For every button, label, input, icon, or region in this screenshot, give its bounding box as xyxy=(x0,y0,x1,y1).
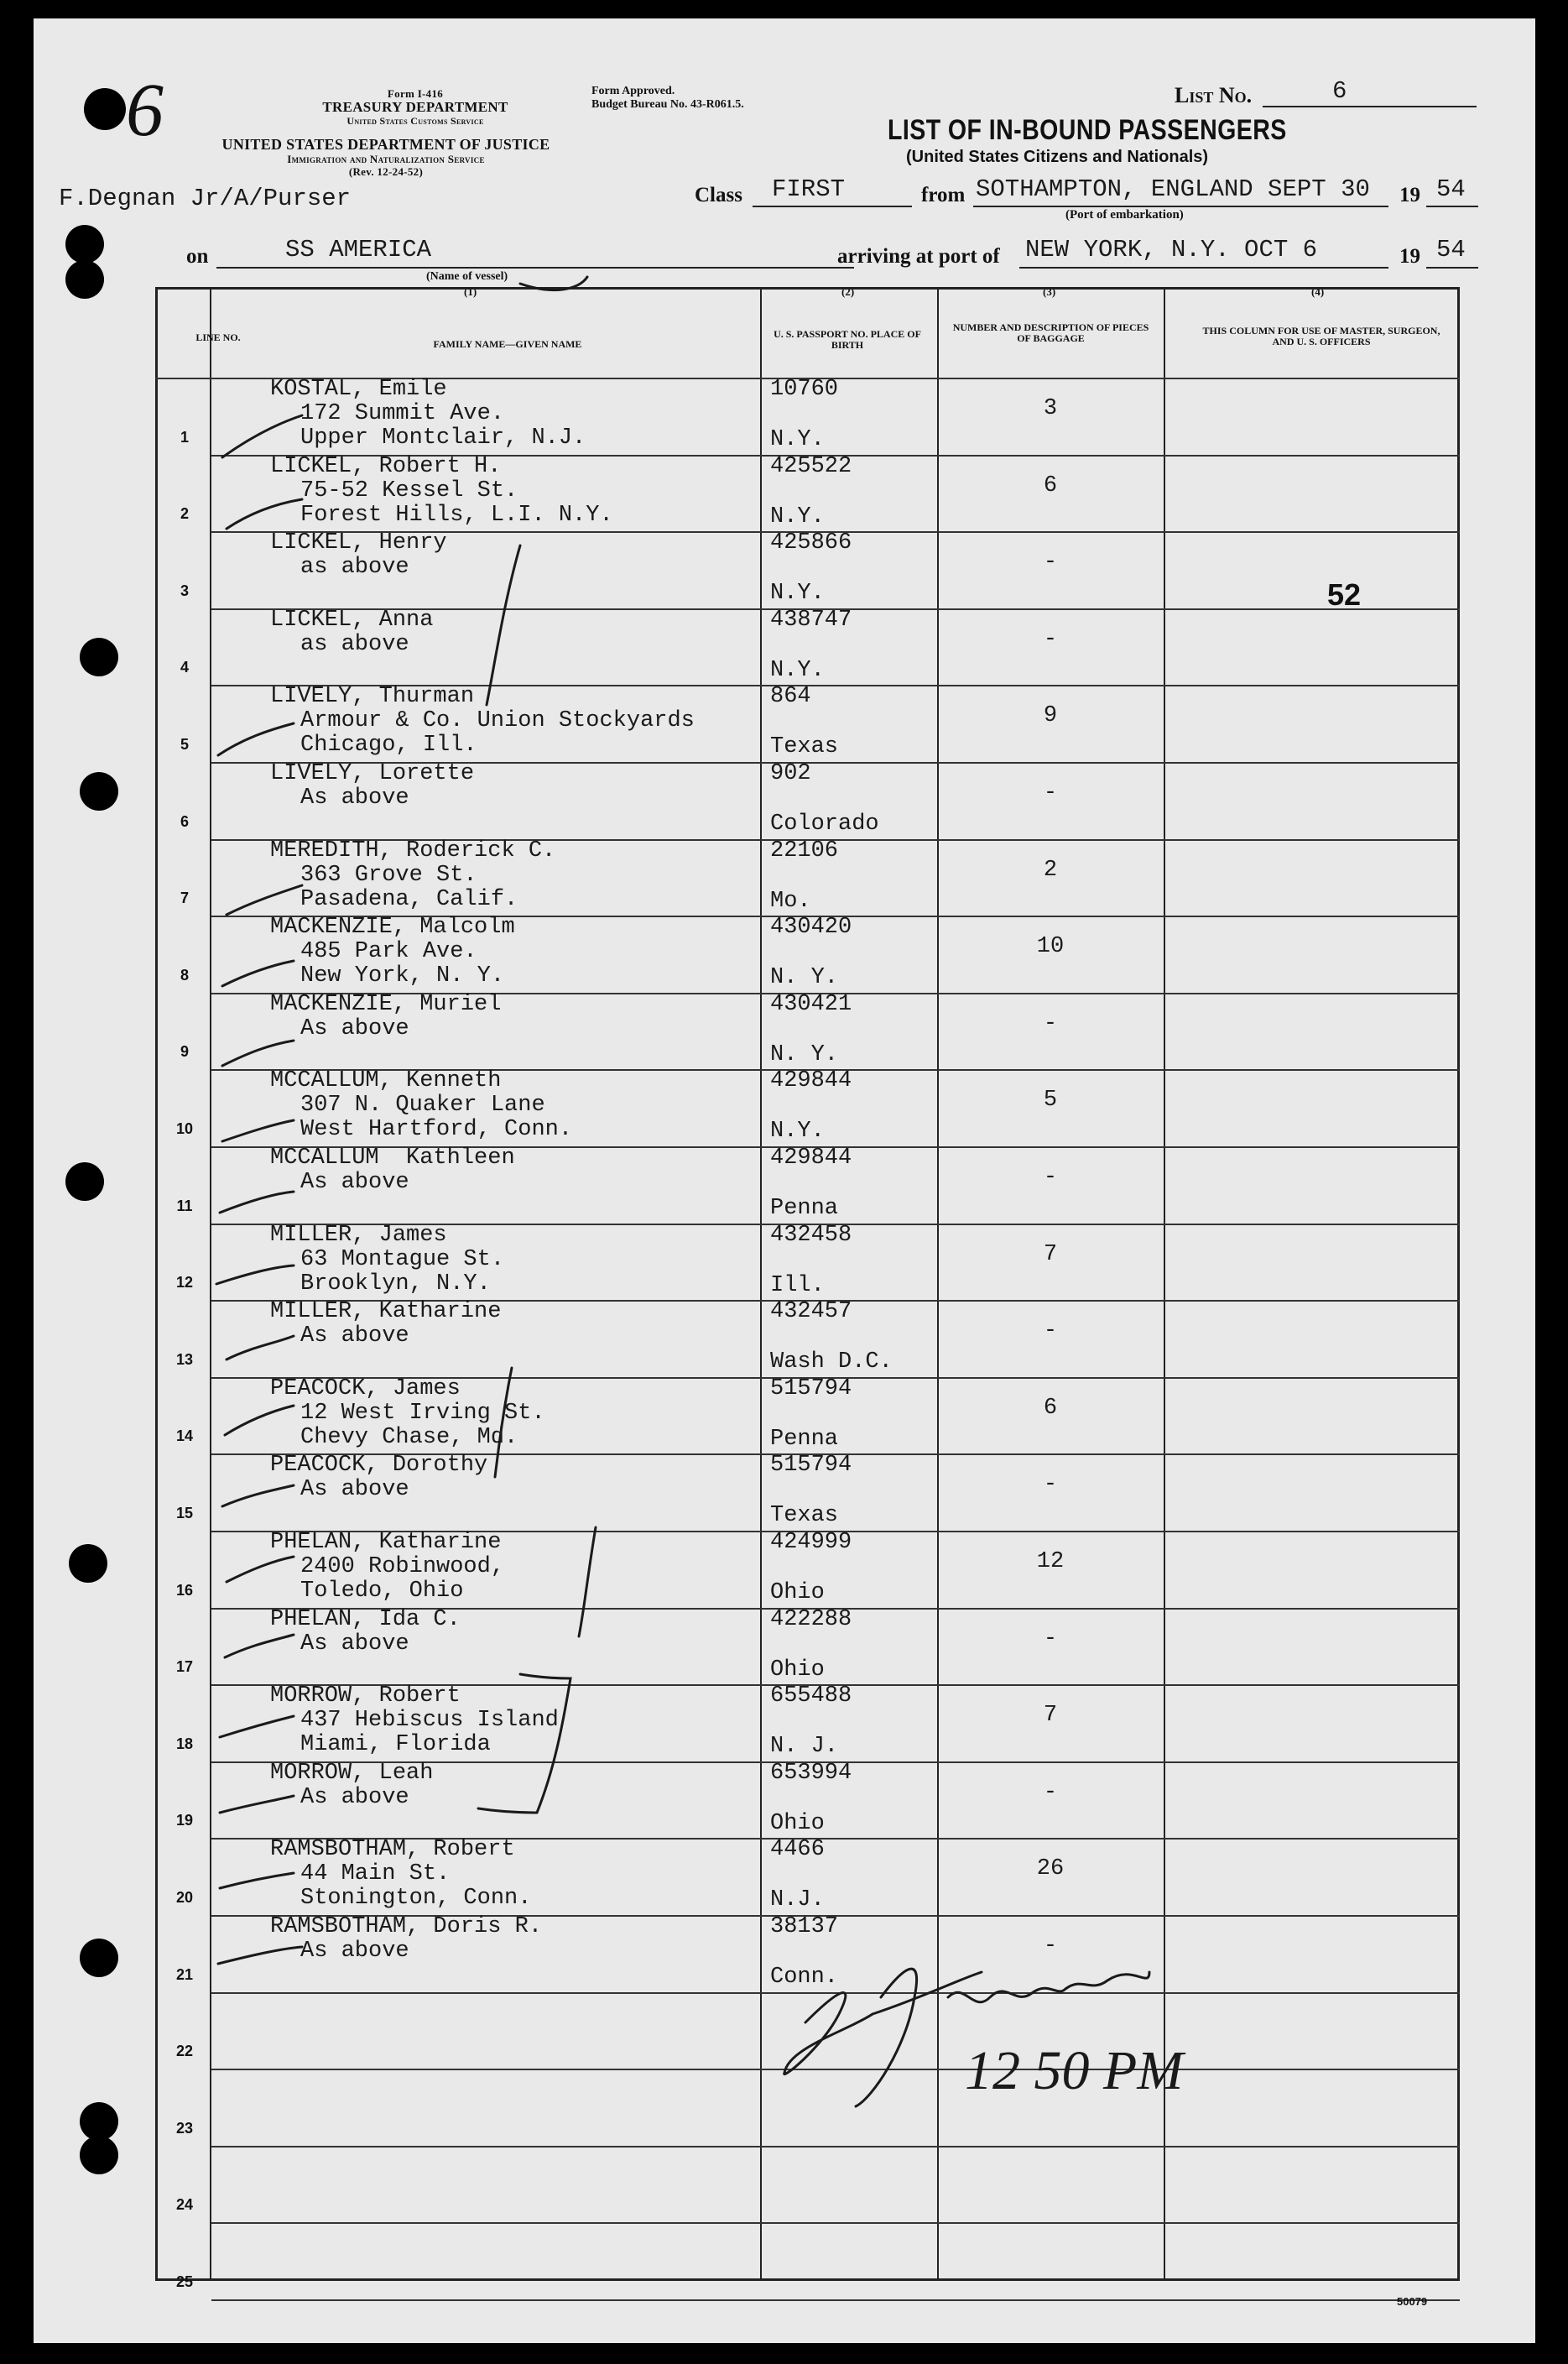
passenger-address-line2: Chicago, Ill. xyxy=(300,733,477,759)
place-of-birth: Texas xyxy=(770,734,839,760)
passenger-address-line1: 44 Main St. xyxy=(300,1861,451,1887)
line-number: 22 xyxy=(175,2043,194,2060)
arriving-year-prefix: 19 xyxy=(1399,245,1420,268)
passenger-address-line1: As above xyxy=(300,1323,409,1349)
passenger-name: MILLER, Katharine xyxy=(270,1299,502,1325)
passenger-address-line1: 12 West Irving St. xyxy=(300,1400,545,1426)
header-baggage: NUMBER AND DESCRIPTION OF PIECES OF BAGGAGE xyxy=(952,321,1149,344)
passport-number: 425522 xyxy=(770,453,852,479)
officer-note: 52 xyxy=(1327,577,1362,612)
passport-number: 10760 xyxy=(770,377,839,402)
place-of-birth: N.Y. xyxy=(770,427,825,452)
col-2-number: (2) xyxy=(841,285,855,298)
passenger-address-line1: 307 N. Quaker Lane xyxy=(300,1093,545,1119)
line-number: 2 xyxy=(180,505,189,523)
line-number: 10 xyxy=(175,1120,194,1137)
passenger-name: LICKEL, Henry xyxy=(270,530,447,556)
passenger-name: PEACOCK, Dorothy xyxy=(270,1453,488,1479)
passport-number: 425866 xyxy=(770,530,852,556)
place-of-birth: Conn. xyxy=(770,1965,839,1990)
form-justice: UNITED STATES DEPARTMENT OF JUSTICE xyxy=(221,136,550,153)
line-number: 1 xyxy=(180,428,189,446)
passenger-name: MORROW, Robert xyxy=(270,1683,461,1709)
from-year-prefix: 19 xyxy=(1399,184,1420,206)
baggage-count: 26 xyxy=(1036,1856,1065,1882)
place-of-birth: N.J. xyxy=(770,1887,825,1913)
passport-number: 430420 xyxy=(770,915,852,941)
line-number: 15 xyxy=(175,1505,194,1521)
list-no-value: 6 xyxy=(1332,77,1347,105)
baggage-count: - xyxy=(1043,1165,1058,1190)
place-of-birth: Colorado xyxy=(770,811,879,837)
baggage-count: 3 xyxy=(1043,396,1058,421)
passenger-address-line1: As above xyxy=(300,1477,409,1503)
passenger-name: PEACOCK, James xyxy=(270,1375,461,1401)
passport-number: 902 xyxy=(770,761,811,786)
passenger-address-line1: 2400 Robinwood, xyxy=(300,1554,505,1579)
passport-number: 22106 xyxy=(770,838,839,864)
place-of-birth: Ill. xyxy=(770,1272,825,1298)
passenger-address-line1: as above xyxy=(300,555,409,581)
passenger-address-line1: As above xyxy=(300,1015,409,1041)
baggage-count: 12 xyxy=(1036,1549,1065,1574)
passenger-name: PHELAN, Ida C. xyxy=(270,1606,461,1632)
line-number: 20 xyxy=(175,1889,194,1906)
line-number: 7 xyxy=(180,890,189,907)
handwritten-page-number: 6 xyxy=(126,69,164,152)
line-number: 11 xyxy=(176,1197,193,1214)
passenger-address-line1: 172 Summit Ave. xyxy=(300,401,505,426)
class-label: Class xyxy=(695,184,742,206)
col-4-number: (4) xyxy=(1311,285,1325,298)
passenger-address-line1: As above xyxy=(300,1631,409,1657)
line-number: 17 xyxy=(175,1658,194,1676)
line-number: 3 xyxy=(180,582,189,599)
baggage-count: - xyxy=(1043,550,1058,576)
passenger-address-line1: As above xyxy=(300,1784,409,1810)
baggage-count: - xyxy=(1043,1010,1058,1036)
baggage-count: 10 xyxy=(1036,934,1065,960)
place-of-birth: N.Y. xyxy=(770,1119,825,1145)
passenger-name: RAMSBOTHAM, Robert xyxy=(270,1837,515,1863)
passport-number: 432458 xyxy=(770,1222,852,1248)
from-year: 54 xyxy=(1436,175,1466,203)
form-number: Form I-416 xyxy=(387,87,444,100)
place-of-birth: N. J. xyxy=(770,1734,839,1760)
passenger-address-line2: West Hartford, Conn. xyxy=(300,1117,573,1143)
passenger-address-line2: Pasadena, Calif. xyxy=(300,886,518,912)
baggage-count: 5 xyxy=(1043,1088,1058,1114)
line-number: 6 xyxy=(180,812,189,830)
baggage-count: - xyxy=(1043,780,1058,806)
passport-number: 515794 xyxy=(770,1453,852,1479)
passenger-address-line1: 63 Montague St. xyxy=(300,1246,505,1272)
passenger-address-line2: Forest Hills, L.I. N.Y. xyxy=(300,502,613,528)
header-line-no: LINE NO. xyxy=(195,331,241,343)
passenger-address-line1: 437 Hebiscus Island xyxy=(300,1708,559,1734)
passenger-address-line1: 363 Grove St. xyxy=(300,862,477,888)
passport-number: 653994 xyxy=(770,1760,852,1786)
from-label: from xyxy=(921,184,966,206)
passport-number: 422288 xyxy=(770,1606,852,1632)
line-number: 19 xyxy=(175,1812,194,1829)
baggage-count: - xyxy=(1043,1472,1058,1498)
baggage-count: - xyxy=(1043,1626,1058,1652)
footer-code: 50079 xyxy=(1397,2295,1428,2308)
col-1-number: (1) xyxy=(464,285,477,298)
passenger-address-line1: As above xyxy=(300,1939,409,1964)
baggage-count: 2 xyxy=(1043,857,1058,883)
place-of-birth: N. Y. xyxy=(770,965,839,991)
passenger-address-line2: Upper Montclair, N.J. xyxy=(300,425,586,451)
form-rev: (Rev. 12-24-52) xyxy=(348,165,424,178)
place-of-birth: N.Y. xyxy=(770,504,825,530)
passenger-address-line2: Miami, Florida xyxy=(300,1732,491,1758)
passenger-name: LICKEL, Robert H. xyxy=(270,453,502,479)
passport-number: 655488 xyxy=(770,1683,852,1709)
passenger-name: MEREDITH, Roderick C. xyxy=(270,838,556,864)
line-number: 8 xyxy=(180,966,189,984)
passenger-address-line2: Stonington, Conn. xyxy=(300,1886,532,1912)
passport-number: 432457 xyxy=(770,1299,852,1325)
passenger-address-line1: Armour & Co. Union Stockyards xyxy=(300,708,695,734)
handwritten-time: 12 50 PM xyxy=(965,2040,1184,2101)
passenger-name: LIVELY, Thurman xyxy=(270,684,475,710)
arriving-year: 54 xyxy=(1436,236,1466,264)
line-number: 4 xyxy=(180,659,189,676)
passenger-address-line1: 485 Park Ave. xyxy=(300,939,477,965)
class-value: FIRST xyxy=(772,175,846,203)
passenger-address-line2: Brooklyn, N.Y. xyxy=(300,1271,491,1297)
passport-number: 424999 xyxy=(770,1530,852,1555)
col-3-number: (3) xyxy=(1043,285,1056,298)
passport-number: 4466 xyxy=(770,1837,825,1863)
passenger-address-line1: 75-52 Kessel St. xyxy=(300,477,518,504)
line-number: 13 xyxy=(175,1350,194,1368)
passenger-address-line2: New York, N. Y. xyxy=(300,963,505,989)
line-number: 23 xyxy=(175,2119,194,2137)
line-number: 9 xyxy=(180,1043,189,1061)
form-ins: Immigration and Naturalization Service xyxy=(287,153,485,165)
passenger-name: MACKENZIE, Malcolm xyxy=(270,915,515,941)
form-budget: Budget Bureau No. 43-R061.5. xyxy=(591,98,744,111)
form-title: LIST OF IN-BOUND PASSENGERS xyxy=(888,114,1287,146)
passenger-address-line1: as above xyxy=(300,631,409,657)
passport-number: 438747 xyxy=(770,607,852,633)
place-of-birth: Texas xyxy=(770,1503,839,1529)
passenger-name: MACKENZIE, Muriel xyxy=(270,991,502,1017)
form-approved: Form Approved. xyxy=(591,85,675,97)
vessel-label: on xyxy=(186,245,209,268)
passenger-name: PHELAN, Katharine xyxy=(270,1530,502,1555)
passport-number: 430421 xyxy=(770,991,852,1017)
line-number: 14 xyxy=(175,1427,194,1445)
passenger-name: MILLER, James xyxy=(270,1222,447,1248)
purser-name: F.Degnan Jr/A/Purser xyxy=(59,185,352,212)
passenger-address-line2: Toledo, Ohio xyxy=(300,1579,464,1604)
passport-number: 38137 xyxy=(770,1914,839,1939)
line-number: 24 xyxy=(175,2196,194,2214)
place-of-birth: Wash D.C. xyxy=(770,1349,893,1375)
place-of-birth: Ohio xyxy=(770,1580,825,1605)
header-name: FAMILY NAME—GIVEN NAME xyxy=(433,338,582,350)
baggage-count: - xyxy=(1043,1933,1058,1959)
line-number: 25 xyxy=(175,2273,194,2290)
baggage-count: 9 xyxy=(1043,703,1058,729)
line-number: 5 xyxy=(180,736,189,753)
passport-number: 429844 xyxy=(770,1145,852,1171)
line-number: 18 xyxy=(175,1735,194,1752)
passport-number: 515794 xyxy=(770,1375,852,1401)
passport-number: 429844 xyxy=(770,1068,852,1094)
passenger-address-line1: As above xyxy=(300,785,409,811)
port-embarkation-caption: (Port of embarkation) xyxy=(1065,208,1184,222)
header-officers: THIS COLUMN FOR USE OF MASTER, SURGEON, AND U. S. OFFICERS xyxy=(1202,325,1440,347)
form-service: United States Customs Service xyxy=(346,115,484,127)
form-subtitle: (United States Citizens and Nationals) xyxy=(906,148,1209,166)
from-value: SOTHAMPTON, ENGLAND SEPT 30 xyxy=(976,175,1370,203)
line-number: 12 xyxy=(175,1274,194,1292)
header-passport: U. S. PASSPORT NO. PLACE OF BIRTH xyxy=(774,328,921,351)
passenger-address-line2: Chevy Chase, Md. xyxy=(300,1424,518,1450)
passenger-address-line1: As above xyxy=(300,1170,409,1195)
line-number: 16 xyxy=(175,1581,194,1599)
place-of-birth: N.Y. xyxy=(770,657,825,683)
line-number: 21 xyxy=(175,1965,194,1983)
vessel-value: SS AMERICA xyxy=(285,236,432,264)
baggage-count: 6 xyxy=(1043,1395,1058,1421)
baggage-count: 7 xyxy=(1043,1241,1058,1267)
baggage-count: 7 xyxy=(1043,1703,1058,1729)
arriving-label: arriving at port of xyxy=(837,245,1000,268)
vessel-caption: (Name of vessel) xyxy=(426,270,508,283)
list-no-label: List No. xyxy=(1175,83,1253,107)
passenger-name: LICKEL, Anna xyxy=(270,607,434,633)
baggage-count: - xyxy=(1043,626,1058,652)
passport-number: 864 xyxy=(770,684,811,710)
place-of-birth: Mo. xyxy=(770,888,811,914)
place-of-birth: N. Y. xyxy=(770,1041,839,1067)
place-of-birth: Ohio xyxy=(770,1810,825,1836)
passenger-name: MCCALLUM Kathleen xyxy=(270,1145,515,1171)
form-dept: TREASURY DEPARTMENT xyxy=(322,99,508,115)
baggage-count: - xyxy=(1043,1318,1058,1344)
passenger-name: LIVELY, Lorette xyxy=(270,761,475,786)
place-of-birth: Penna xyxy=(770,1196,839,1221)
baggage-count: - xyxy=(1043,1779,1058,1805)
place-of-birth: N.Y. xyxy=(770,581,825,607)
place-of-birth: Ohio xyxy=(770,1657,825,1683)
place-of-birth: Penna xyxy=(770,1426,839,1452)
passenger-name: KOSTAL, Emile xyxy=(270,377,447,402)
arriving-value: NEW YORK, N.Y. OCT 6 xyxy=(1025,236,1318,264)
baggage-count: 6 xyxy=(1043,472,1058,498)
passenger-name: RAMSBOTHAM, Doris R. xyxy=(270,1914,543,1939)
passenger-name: MORROW, Leah xyxy=(270,1760,434,1786)
passenger-name: MCCALLUM, Kenneth xyxy=(270,1068,502,1094)
